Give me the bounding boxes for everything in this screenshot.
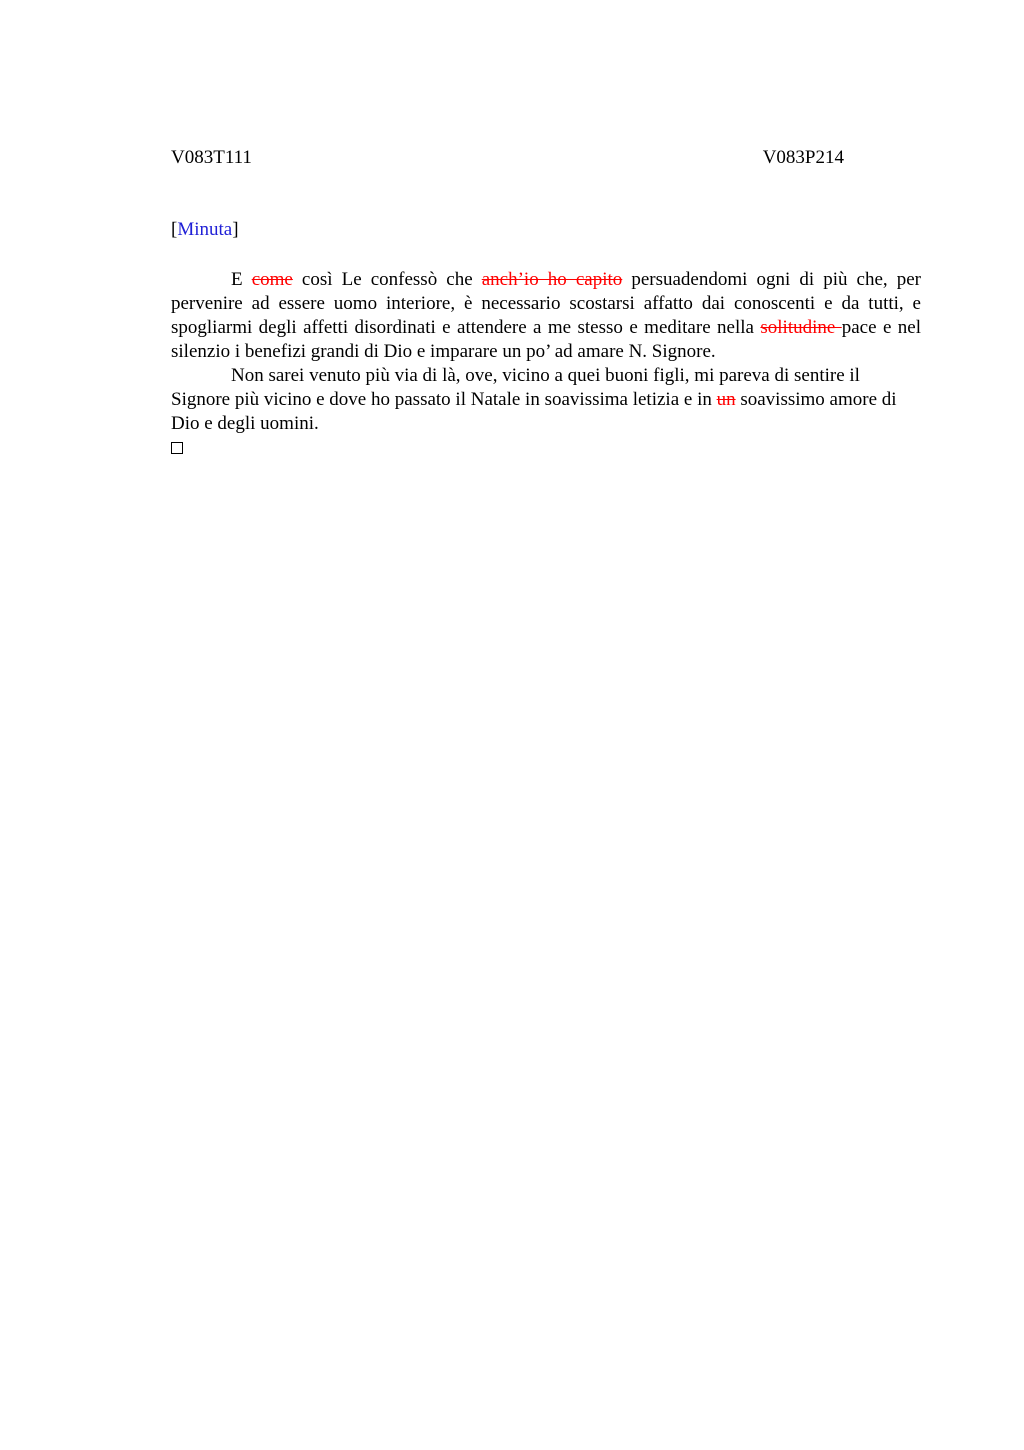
minuta-label: Minuta [177, 219, 233, 240]
text-run: soavissimo amore di Dio e degli uomini. [171, 389, 897, 434]
empty-square-icon [171, 442, 183, 454]
deleted-text: come [251, 269, 293, 290]
bracket-close: ] [232, 219, 239, 240]
document-page [171, 146, 921, 461]
text-run: pace e nel silenzio i benefizi grandi di Dio e imparare un po’ ad amare N. Signore. [171, 317, 921, 362]
text-run: così Le confessò che [292, 269, 482, 290]
document-header [171, 146, 844, 170]
paragraph-2 [171, 364, 921, 436]
bracket-open: [ [171, 219, 178, 240]
volume-text-code: V083T111 [171, 147, 252, 168]
text-run: Non sarei venuto più via di là, ove, vicino a quei buoni figli, mi pareva di sentire il Signore più vicino e dove ho passato il Natale in soavissima letizia e in [171, 365, 860, 410]
text-run: persuadendomi ogni di più che, per pervenire ad essere uomo interiore, è necessario scostarsi affatto dai conoscenti e da tutti, e spogliarmi degli affetti disordinati e attendere a me stesso e meditare nella [171, 269, 921, 338]
paragraph-1 [171, 268, 921, 364]
deleted-text: un [716, 389, 736, 410]
end-mark-row [171, 436, 921, 461]
section-label [171, 218, 921, 242]
text-run: E [231, 269, 252, 290]
letter-body [171, 268, 921, 461]
deleted-text: solitudine [760, 317, 842, 338]
deleted-text: anch’io ho capito [481, 269, 623, 290]
volume-page-code: V083P214 [762, 147, 844, 168]
